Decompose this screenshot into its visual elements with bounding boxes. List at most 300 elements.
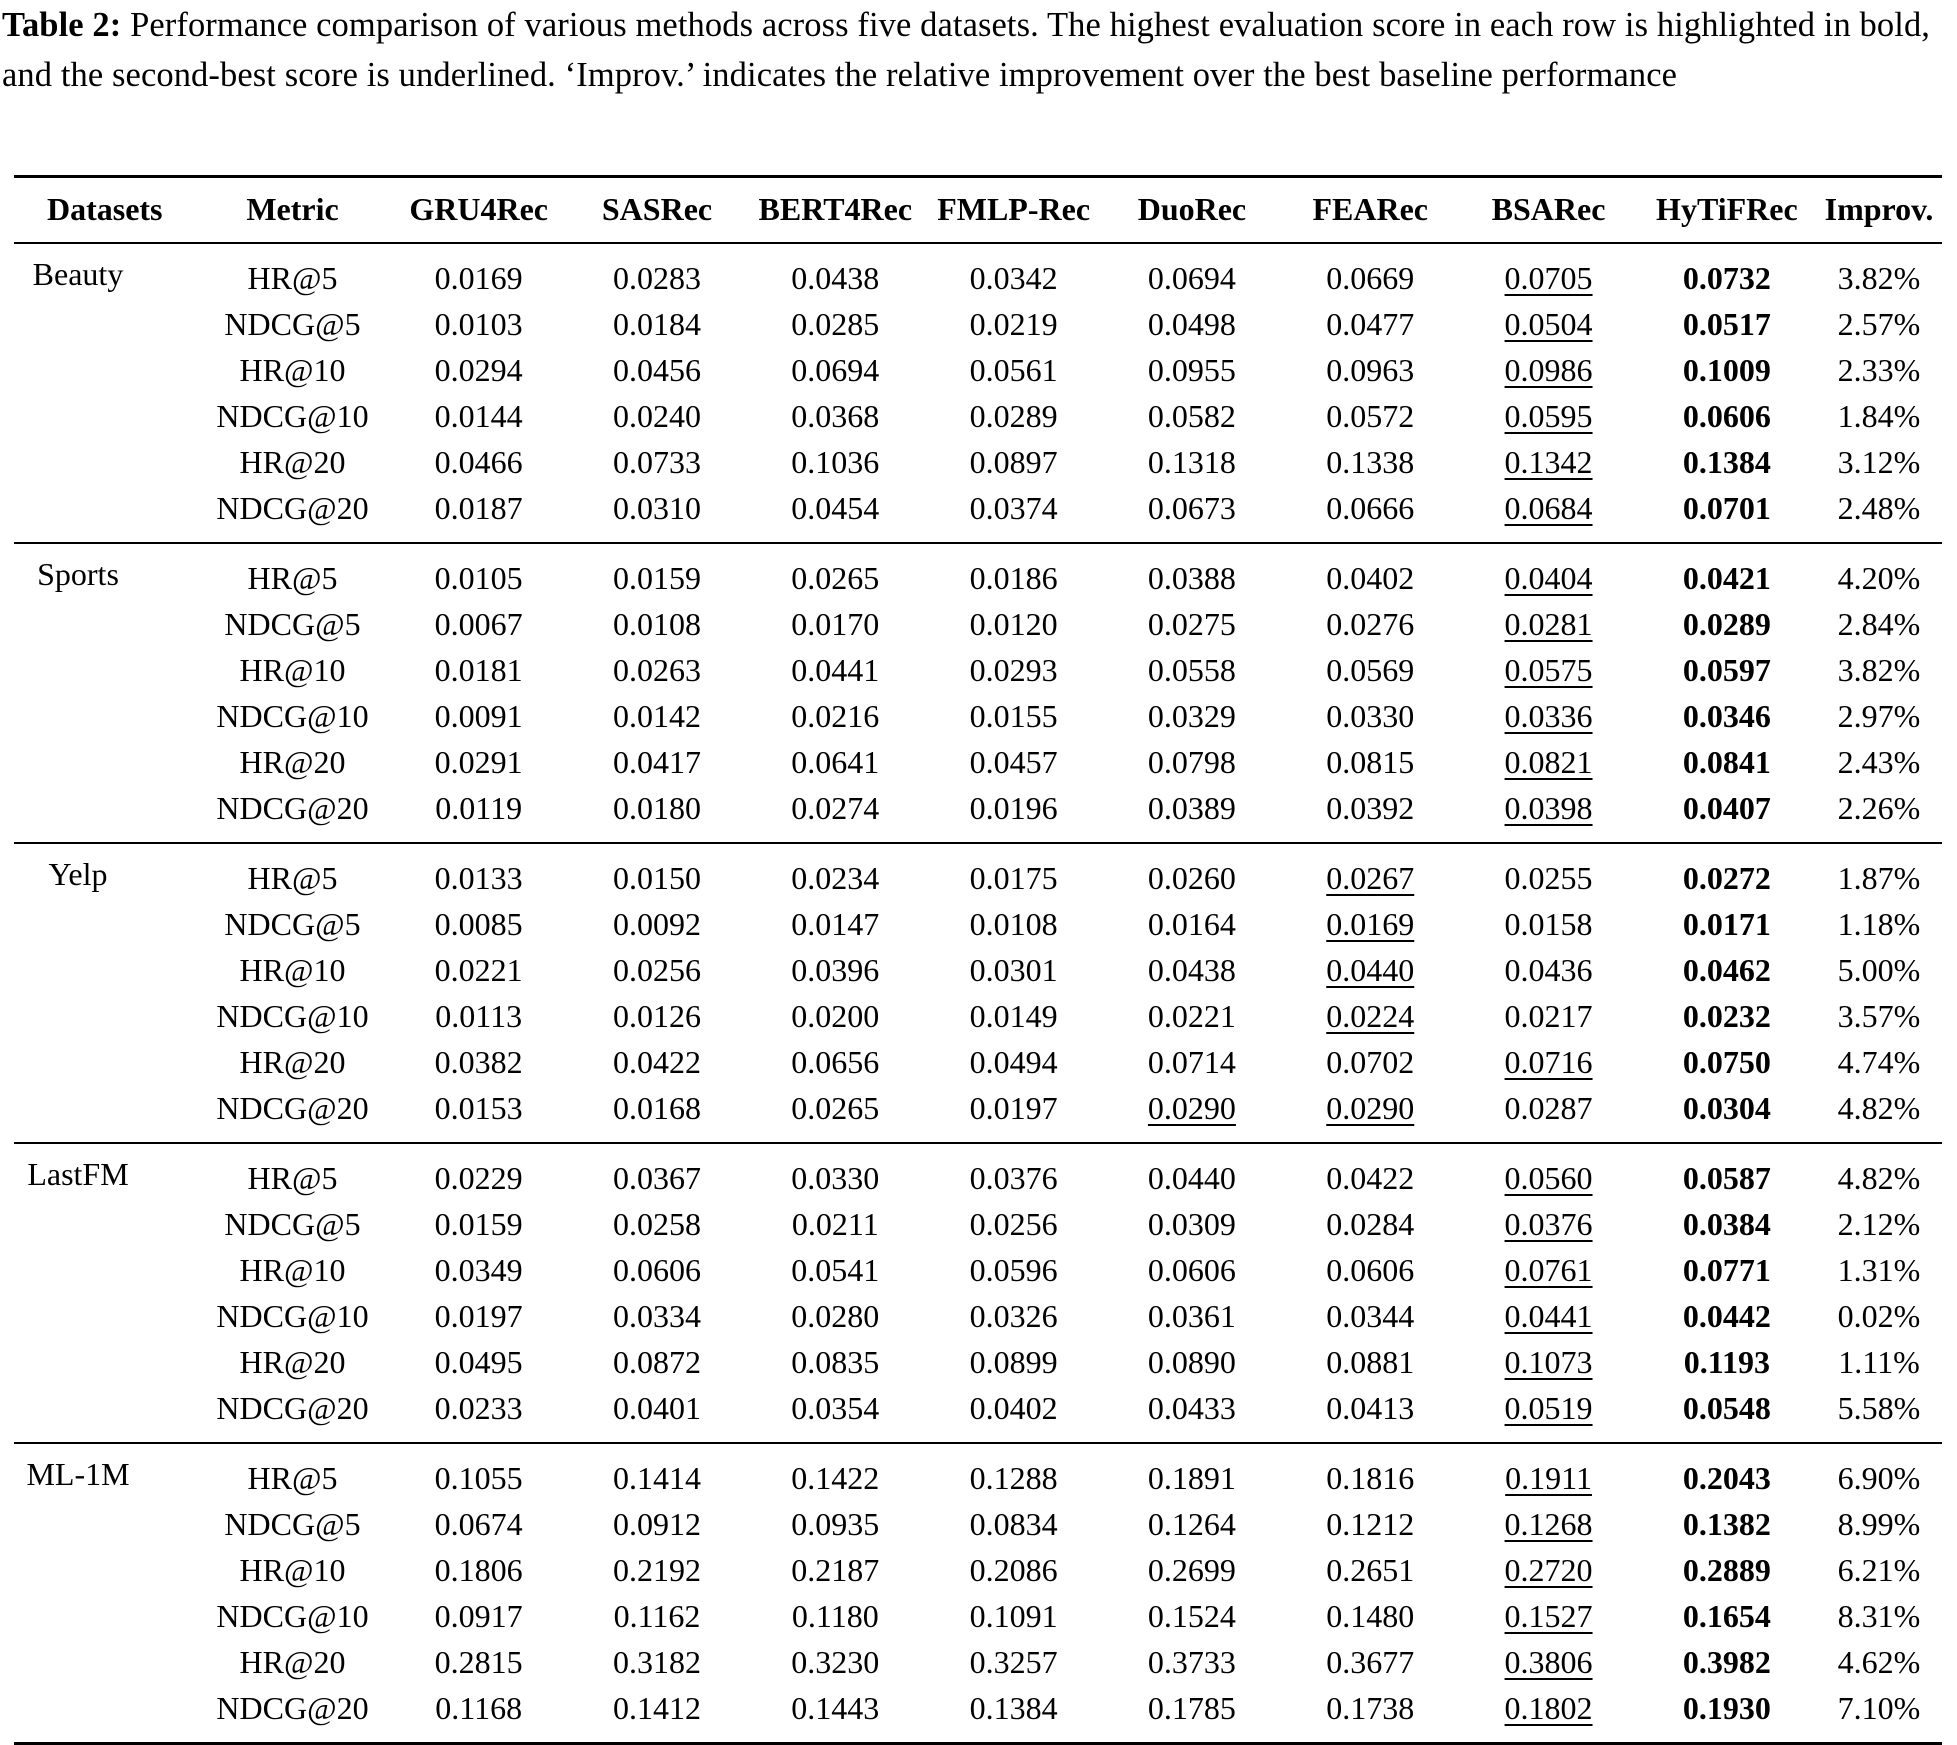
score-cell bbox=[390, 948, 568, 994]
score-value: 0.1480 bbox=[1326, 1598, 1415, 1634]
improvement-cell: 1.18% bbox=[1837, 906, 1921, 942]
table-row bbox=[14, 394, 1942, 440]
second-best-score-cell bbox=[1459, 394, 1637, 440]
score-cell bbox=[390, 394, 568, 440]
dataset-cell bbox=[14, 1294, 195, 1340]
score-cell bbox=[924, 1143, 1102, 1202]
second-best-score-cell bbox=[1459, 1143, 1637, 1202]
second-best-score-cell bbox=[1459, 543, 1637, 602]
metric-cell: HR@5 bbox=[247, 1160, 338, 1196]
score-cell bbox=[1103, 1548, 1281, 1594]
score-cell bbox=[390, 786, 568, 843]
score-value: 0.3230 bbox=[791, 1644, 880, 1680]
best-score-cell bbox=[1638, 948, 1816, 994]
score-cell bbox=[568, 1143, 746, 1202]
metric-cell: HR@20 bbox=[239, 1044, 346, 1080]
metric-cell: HR@5 bbox=[247, 260, 338, 296]
score-value: 0.1318 bbox=[1147, 444, 1236, 480]
score-value: 0.0169 bbox=[434, 260, 523, 296]
score-cell bbox=[1281, 1640, 1459, 1686]
score-cell bbox=[924, 902, 1102, 948]
score-cell bbox=[1281, 1502, 1459, 1548]
improvement-cell: 3.82% bbox=[1837, 260, 1921, 296]
score-value: 0.0606 bbox=[1147, 1252, 1236, 1288]
score-cell bbox=[390, 902, 568, 948]
improvement-cell: 2.57% bbox=[1837, 306, 1921, 342]
score-cell bbox=[1281, 486, 1459, 543]
score-value: 0.0168 bbox=[612, 1090, 701, 1126]
improvement-cell: 0.02% bbox=[1837, 1298, 1921, 1334]
score-cell bbox=[1281, 348, 1459, 394]
table-row bbox=[14, 648, 1942, 694]
score-cell bbox=[1103, 948, 1281, 994]
score-cell bbox=[390, 694, 568, 740]
metric-cell: NDCG@20 bbox=[195, 1386, 389, 1443]
improvement-cell: 7.10% bbox=[1816, 1686, 1942, 1744]
score-cell bbox=[924, 1686, 1102, 1744]
second-best-score-cell bbox=[1459, 1594, 1637, 1640]
improvement-cell: 5.00% bbox=[1837, 952, 1921, 988]
score-cell bbox=[924, 486, 1102, 543]
best-score-cell bbox=[1638, 1143, 1816, 1202]
improvement-cell: 2.33% bbox=[1837, 352, 1921, 388]
table-row bbox=[14, 1294, 1942, 1340]
score-cell bbox=[568, 1443, 746, 1502]
score-cell bbox=[390, 1143, 568, 1202]
dataset-cell bbox=[14, 1040, 195, 1086]
score-value: 0.0558 bbox=[1147, 652, 1236, 688]
best-score-cell bbox=[1638, 394, 1816, 440]
score-value: 0.1414 bbox=[612, 1460, 701, 1496]
score-cell bbox=[924, 843, 1102, 902]
score-cell bbox=[746, 948, 924, 994]
second-best-score-cell bbox=[1281, 994, 1459, 1040]
best-score-cell bbox=[1638, 1443, 1816, 1502]
column-header-duorec: DuoRec bbox=[1103, 177, 1281, 243]
score-cell bbox=[390, 1202, 568, 1248]
score-cell bbox=[1281, 243, 1459, 302]
score-value: 0.0285 bbox=[791, 306, 880, 342]
score-value: 0.0265 bbox=[791, 560, 880, 596]
score-value: 0.0433 bbox=[1147, 1390, 1236, 1426]
score-cell bbox=[924, 243, 1102, 302]
score-value: 0.0388 bbox=[1147, 560, 1236, 596]
score-value: 0.0336 bbox=[1504, 698, 1593, 734]
score-value: 0.0233 bbox=[434, 1390, 523, 1426]
score-value: 0.0267 bbox=[1326, 860, 1415, 896]
table-caption bbox=[2, 0, 1952, 100]
score-value: 0.0441 bbox=[1504, 1298, 1593, 1334]
table-row bbox=[14, 1686, 1942, 1744]
score-cell bbox=[1103, 786, 1281, 843]
second-best-score-cell bbox=[1103, 1086, 1281, 1143]
score-cell bbox=[746, 348, 924, 394]
second-best-score-cell bbox=[1459, 740, 1637, 786]
score-value: 0.0881 bbox=[1326, 1344, 1415, 1380]
score-value: 0.0113 bbox=[435, 998, 523, 1034]
best-score-cell bbox=[1638, 1040, 1816, 1086]
score-value: 0.0103 bbox=[434, 306, 523, 342]
score-value: 0.1384 bbox=[969, 1690, 1058, 1726]
score-value: 0.0548 bbox=[1682, 1390, 1771, 1426]
dataset-cell bbox=[14, 948, 195, 994]
score-value: 0.0186 bbox=[969, 560, 1058, 596]
score-value: 0.0368 bbox=[791, 398, 880, 434]
score-value: 0.0541 bbox=[791, 1252, 880, 1288]
score-value: 0.0159 bbox=[434, 1206, 523, 1242]
score-value: 0.2651 bbox=[1326, 1552, 1415, 1588]
column-header-sasrec: SASRec bbox=[568, 177, 746, 243]
best-score-cell bbox=[1638, 1086, 1816, 1143]
dataset-cell bbox=[14, 440, 195, 486]
score-cell bbox=[746, 843, 924, 902]
score-value: 0.0436 bbox=[1504, 952, 1593, 988]
score-cell bbox=[390, 1686, 568, 1744]
score-value: 0.0256 bbox=[969, 1206, 1058, 1242]
score-cell bbox=[746, 1340, 924, 1386]
metric-cell: NDCG@10 bbox=[216, 698, 369, 734]
score-value: 0.0158 bbox=[1504, 906, 1593, 942]
score-value: 0.0216 bbox=[791, 698, 880, 734]
score-cell bbox=[390, 1340, 568, 1386]
score-value: 0.0669 bbox=[1326, 260, 1415, 296]
improvement-cell: 6.21% bbox=[1837, 1552, 1921, 1588]
score-value: 0.0265 bbox=[791, 1090, 880, 1126]
caption-text: Performance comparison of various methods across five datasets. The highest evaluation score in each row is highlighted in bold, and the second-best score is underlined. ‘Improv.’ indicates the relative improvement over the best baseline performance bbox=[2, 6, 1931, 94]
score-value: 0.1412 bbox=[612, 1690, 701, 1726]
dataset-label: LastFM bbox=[27, 1155, 129, 1192]
metric-cell: NDCG@5 bbox=[224, 1206, 361, 1242]
second-best-score-cell bbox=[1459, 786, 1637, 843]
table-row bbox=[14, 740, 1942, 786]
improvement-cell: 5.58% bbox=[1816, 1386, 1942, 1443]
best-score-cell bbox=[1638, 648, 1816, 694]
score-value: 0.0105 bbox=[434, 560, 523, 596]
score-cell bbox=[390, 843, 568, 902]
metric-cell: NDCG@5 bbox=[224, 306, 361, 342]
score-cell bbox=[1281, 1340, 1459, 1386]
score-value: 0.0108 bbox=[612, 606, 701, 642]
score-value: 0.0402 bbox=[969, 1390, 1058, 1426]
score-cell bbox=[924, 1340, 1102, 1386]
improvement-cell: 4.82% bbox=[1816, 1086, 1942, 1143]
table-row bbox=[14, 243, 1942, 302]
second-best-score-cell bbox=[1459, 1202, 1637, 1248]
second-best-score-cell bbox=[1459, 1502, 1637, 1548]
score-cell bbox=[746, 648, 924, 694]
score-value: 0.1422 bbox=[791, 1460, 880, 1496]
score-value: 0.0330 bbox=[1326, 698, 1415, 734]
best-score-cell bbox=[1638, 994, 1816, 1040]
score-value: 0.0392 bbox=[1326, 790, 1415, 826]
improvement-cell: 1.11% bbox=[1838, 1344, 1920, 1380]
score-value: 0.0597 bbox=[1682, 652, 1771, 688]
table-row bbox=[14, 843, 1942, 902]
score-value: 0.0815 bbox=[1326, 744, 1415, 780]
score-value: 0.1382 bbox=[1682, 1506, 1771, 1542]
score-value: 0.0284 bbox=[1326, 1206, 1415, 1242]
metric-cell: HR@10 bbox=[239, 1552, 346, 1588]
score-value: 0.0170 bbox=[791, 606, 880, 642]
score-cell bbox=[1281, 740, 1459, 786]
second-best-score-cell bbox=[1459, 1340, 1637, 1386]
score-value: 0.0085 bbox=[434, 906, 523, 942]
metric-cell: HR@5 bbox=[247, 560, 338, 596]
score-cell bbox=[568, 648, 746, 694]
dataset-cell bbox=[14, 394, 195, 440]
score-value: 0.0890 bbox=[1147, 1344, 1236, 1380]
score-cell bbox=[390, 348, 568, 394]
score-cell bbox=[390, 543, 568, 602]
table-row bbox=[14, 1594, 1942, 1640]
score-value: 0.0260 bbox=[1147, 860, 1236, 896]
score-value: 0.0184 bbox=[612, 306, 701, 342]
score-value: 0.0442 bbox=[1682, 1298, 1771, 1334]
score-value: 0.0108 bbox=[969, 906, 1058, 942]
score-value: 0.0407 bbox=[1682, 790, 1771, 826]
score-cell bbox=[390, 1594, 568, 1640]
score-value: 0.0272 bbox=[1682, 860, 1771, 896]
score-value: 0.0310 bbox=[612, 490, 701, 526]
score-value: 0.2889 bbox=[1682, 1552, 1771, 1588]
score-cell bbox=[746, 1640, 924, 1686]
dataset-cell bbox=[14, 694, 195, 740]
improvement-cell: 4.74% bbox=[1837, 1044, 1921, 1080]
score-cell bbox=[746, 1594, 924, 1640]
score-value: 0.1527 bbox=[1504, 1598, 1593, 1634]
dataset-cell bbox=[14, 243, 195, 302]
column-header-fearec: FEARec bbox=[1281, 177, 1459, 243]
score-value: 0.0361 bbox=[1147, 1298, 1236, 1334]
table-row bbox=[14, 994, 1942, 1040]
table-row bbox=[14, 1340, 1942, 1386]
metric-cell: NDCG@5 bbox=[224, 1506, 361, 1542]
score-value: 0.3982 bbox=[1682, 1644, 1771, 1680]
score-cell bbox=[1103, 694, 1281, 740]
score-cell bbox=[1103, 648, 1281, 694]
score-value: 0.1193 bbox=[1683, 1344, 1770, 1380]
improvement-cell: 1.31% bbox=[1837, 1252, 1921, 1288]
score-value: 0.0401 bbox=[612, 1390, 701, 1426]
score-cell bbox=[1103, 602, 1281, 648]
table-header bbox=[14, 177, 1942, 243]
score-value: 0.0935 bbox=[791, 1506, 880, 1542]
score-value: 0.0438 bbox=[791, 260, 880, 296]
score-cell bbox=[1281, 786, 1459, 843]
score-cell bbox=[924, 740, 1102, 786]
score-value: 0.0334 bbox=[612, 1298, 701, 1334]
column-header-gru4rec: GRU4Rec bbox=[390, 177, 568, 243]
score-value: 0.0732 bbox=[1682, 260, 1771, 296]
score-value: 0.1268 bbox=[1504, 1506, 1593, 1542]
score-value: 0.0422 bbox=[612, 1044, 701, 1080]
score-value: 0.0504 bbox=[1504, 306, 1593, 342]
score-value: 0.0454 bbox=[791, 490, 880, 526]
score-cell bbox=[1103, 1386, 1281, 1443]
score-cell bbox=[1459, 948, 1637, 994]
table-row bbox=[14, 486, 1942, 543]
table-row bbox=[14, 948, 1942, 994]
score-value: 0.0197 bbox=[969, 1090, 1058, 1126]
dataset-cell bbox=[14, 1548, 195, 1594]
results-table bbox=[14, 175, 1942, 1745]
score-value: 0.1806 bbox=[434, 1552, 523, 1588]
metric-cell: HR@20 bbox=[239, 444, 346, 480]
score-value: 0.1212 bbox=[1326, 1506, 1415, 1542]
dataset-cell bbox=[14, 1202, 195, 1248]
score-cell bbox=[568, 243, 746, 302]
score-value: 0.0841 bbox=[1682, 744, 1771, 780]
score-value: 0.0301 bbox=[969, 952, 1058, 988]
score-value: 0.0200 bbox=[791, 998, 880, 1034]
score-value: 0.1180 bbox=[791, 1598, 879, 1634]
column-header-datasets: Datasets bbox=[14, 177, 195, 243]
score-cell bbox=[924, 1502, 1102, 1548]
score-cell bbox=[746, 902, 924, 948]
improvement-cell: 1.84% bbox=[1837, 398, 1921, 434]
score-cell bbox=[390, 243, 568, 302]
column-header-improv: Improv. bbox=[1816, 177, 1942, 243]
score-cell bbox=[924, 348, 1102, 394]
score-value: 0.0354 bbox=[791, 1390, 880, 1426]
score-cell bbox=[1103, 1443, 1281, 1502]
improvement-cell: 2.26% bbox=[1816, 786, 1942, 843]
score-cell bbox=[924, 440, 1102, 486]
score-cell bbox=[1103, 1594, 1281, 1640]
score-value: 0.0382 bbox=[434, 1044, 523, 1080]
score-value: 0.0274 bbox=[791, 790, 880, 826]
score-cell bbox=[746, 1502, 924, 1548]
score-cell bbox=[1281, 602, 1459, 648]
score-value: 0.0673 bbox=[1147, 490, 1236, 526]
score-value: 0.0119 bbox=[435, 790, 523, 826]
score-value: 0.1738 bbox=[1326, 1690, 1415, 1726]
score-value: 0.0674 bbox=[434, 1506, 523, 1542]
score-value: 0.0330 bbox=[791, 1160, 880, 1196]
table-row bbox=[14, 1386, 1942, 1443]
score-value: 0.0376 bbox=[969, 1160, 1058, 1196]
score-value: 0.0309 bbox=[1147, 1206, 1236, 1242]
best-score-cell bbox=[1638, 486, 1816, 543]
score-value: 0.1091 bbox=[969, 1598, 1058, 1634]
score-cell bbox=[746, 1248, 924, 1294]
score-value: 0.2720 bbox=[1504, 1552, 1593, 1588]
score-value: 0.0349 bbox=[434, 1252, 523, 1288]
score-value: 0.0684 bbox=[1504, 490, 1593, 526]
score-value: 0.0219 bbox=[969, 306, 1058, 342]
dataset-cell bbox=[14, 1594, 195, 1640]
dataset-cell bbox=[14, 1502, 195, 1548]
score-cell bbox=[568, 348, 746, 394]
score-value: 0.0761 bbox=[1504, 1252, 1593, 1288]
score-value: 0.3733 bbox=[1147, 1644, 1236, 1680]
best-score-cell bbox=[1638, 348, 1816, 394]
improvement-cell: 1.87% bbox=[1837, 860, 1921, 896]
score-value: 0.0701 bbox=[1682, 490, 1771, 526]
score-value: 0.3257 bbox=[969, 1644, 1058, 1680]
dataset-group-sports bbox=[14, 543, 1942, 843]
score-cell bbox=[1103, 440, 1281, 486]
score-cell bbox=[1103, 1294, 1281, 1340]
score-value: 0.0293 bbox=[969, 652, 1058, 688]
score-cell bbox=[1459, 994, 1637, 1040]
metric-cell: NDCG@20 bbox=[195, 486, 389, 543]
score-value: 0.0290 bbox=[1326, 1090, 1415, 1126]
score-value: 0.0402 bbox=[1326, 560, 1415, 596]
score-value: 0.1911 bbox=[1505, 1460, 1592, 1496]
best-score-cell bbox=[1638, 440, 1816, 486]
metric-cell: NDCG@5 bbox=[224, 606, 361, 642]
score-value: 0.0374 bbox=[969, 490, 1058, 526]
score-cell bbox=[746, 394, 924, 440]
score-value: 0.0899 bbox=[969, 1344, 1058, 1380]
score-value: 0.0120 bbox=[969, 606, 1058, 642]
score-cell bbox=[568, 1594, 746, 1640]
score-value: 0.0771 bbox=[1682, 1252, 1771, 1288]
improvement-cell: 3.12% bbox=[1837, 444, 1921, 480]
score-value: 0.0417 bbox=[612, 744, 701, 780]
score-value: 0.0702 bbox=[1326, 1044, 1415, 1080]
score-value: 0.0466 bbox=[434, 444, 523, 480]
dataset-cell bbox=[14, 1248, 195, 1294]
score-cell bbox=[390, 740, 568, 786]
second-best-score-cell bbox=[1459, 440, 1637, 486]
score-cell bbox=[1103, 994, 1281, 1040]
score-cell bbox=[746, 440, 924, 486]
score-value: 0.1524 bbox=[1147, 1598, 1236, 1634]
score-cell bbox=[568, 1548, 746, 1594]
metric-cell: NDCG@10 bbox=[216, 398, 369, 434]
best-score-cell bbox=[1638, 694, 1816, 740]
score-value: 0.0304 bbox=[1682, 1090, 1771, 1126]
score-cell bbox=[924, 1040, 1102, 1086]
score-value: 0.0150 bbox=[612, 860, 701, 896]
score-value: 0.0211 bbox=[791, 1206, 879, 1242]
score-value: 0.0440 bbox=[1326, 952, 1415, 988]
score-value: 0.0440 bbox=[1147, 1160, 1236, 1196]
best-score-cell bbox=[1638, 243, 1816, 302]
best-score-cell bbox=[1638, 902, 1816, 948]
score-value: 0.1009 bbox=[1682, 352, 1771, 388]
score-cell bbox=[568, 1202, 746, 1248]
dataset-cell bbox=[14, 994, 195, 1040]
score-cell bbox=[568, 1040, 746, 1086]
second-best-score-cell bbox=[1459, 694, 1637, 740]
score-value: 0.0290 bbox=[1147, 1090, 1236, 1126]
score-value: 0.0155 bbox=[969, 698, 1058, 734]
score-value: 0.0142 bbox=[612, 698, 701, 734]
score-cell bbox=[1103, 348, 1281, 394]
table-row bbox=[14, 1640, 1942, 1686]
score-cell bbox=[568, 948, 746, 994]
table-row bbox=[14, 1248, 1942, 1294]
score-cell bbox=[390, 486, 568, 543]
score-value: 0.0575 bbox=[1504, 652, 1593, 688]
dataset-label: Sports bbox=[37, 555, 119, 592]
score-value: 0.0229 bbox=[434, 1160, 523, 1196]
metric-cell: HR@10 bbox=[239, 352, 346, 388]
score-value: 0.1930 bbox=[1682, 1690, 1771, 1726]
score-value: 0.0986 bbox=[1504, 352, 1593, 388]
score-value: 0.0153 bbox=[434, 1090, 523, 1126]
dataset-group-ml-1m bbox=[14, 1443, 1942, 1744]
best-score-cell bbox=[1638, 543, 1816, 602]
score-cell bbox=[746, 1548, 924, 1594]
improvement-cell: 8.31% bbox=[1837, 1598, 1921, 1634]
score-value: 0.2192 bbox=[612, 1552, 701, 1588]
score-value: 0.2815 bbox=[434, 1644, 523, 1680]
score-cell bbox=[746, 1443, 924, 1502]
